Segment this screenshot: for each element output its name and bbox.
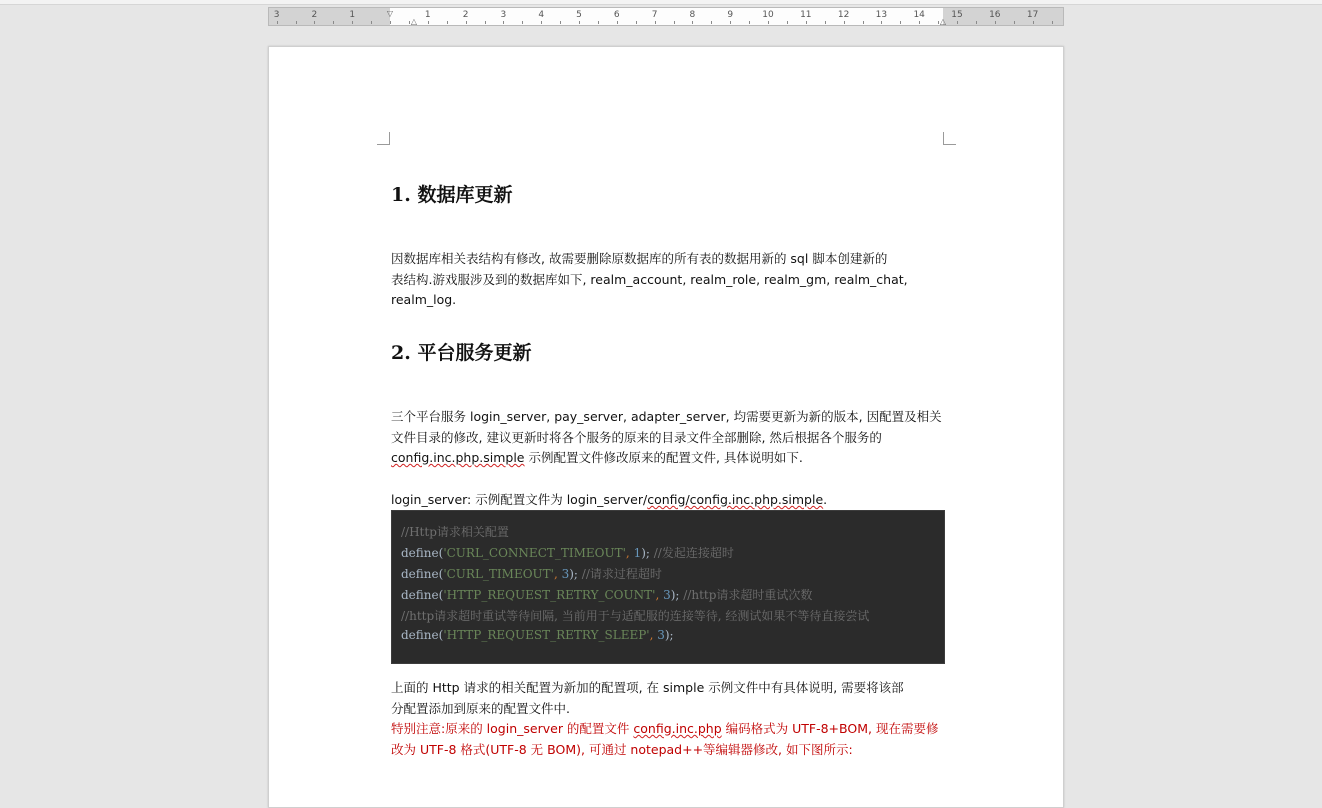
- ruler-tick: [579, 21, 580, 24]
- code-string: 'HTTP_REQUEST_RETRY_SLEEP': [443, 628, 650, 642]
- paragraph-line: 表结构.游戏服涉及到的数据库如下, realm_account, realm_role, realm_gm, realm_chat,: [391, 271, 908, 287]
- paragraph-line: 改为 UTF-8 格式(UTF-8 无 BOM), 可通过 notepad++等编辑器修改, 如下图所示:: [391, 741, 853, 757]
- crop-mark-top-right: [943, 132, 956, 145]
- ruler-number: 7: [651, 10, 658, 20]
- ruler-number: 16: [989, 10, 1001, 20]
- ruler-number: 3: [273, 10, 280, 20]
- paragraph-line: 分配置添加到原来的配置文件中.: [391, 700, 570, 716]
- paragraph-text: login_server: 示例配置文件为 login_server/: [391, 492, 648, 507]
- ruler-tick: [598, 21, 599, 24]
- right-indent-marker[interactable]: △: [939, 17, 947, 26]
- ruler-number: 4: [538, 10, 545, 20]
- code-punctuation: ,: [655, 588, 664, 602]
- code-punctuation: );: [569, 567, 578, 581]
- code-number: 1: [633, 546, 642, 560]
- code-punctuation: ,: [625, 546, 634, 560]
- ruler-number: 15: [951, 10, 963, 20]
- filename-config-simple: config.inc.php.simple: [391, 450, 525, 465]
- ruler-number: 2: [462, 10, 469, 20]
- heading-database-update: 1. 数据库更新: [391, 184, 513, 206]
- ruler-number: 17: [1026, 10, 1039, 20]
- paragraph-line: [391, 490, 944, 511]
- code-line: [401, 586, 812, 603]
- code-punctuation: );: [670, 588, 680, 602]
- code-punctuation: ,: [649, 628, 658, 642]
- code-line: [401, 607, 869, 624]
- code-number: 3: [663, 588, 671, 602]
- ruler-number: 13: [875, 10, 888, 20]
- code-comment: //请求过程超时: [577, 567, 662, 581]
- ruler-tick: [900, 21, 901, 24]
- paragraph-line: realm_log.: [391, 292, 457, 307]
- paragraph-text: 示例配置文件修改原来的配置文件, 具体说明如下.: [524, 450, 803, 465]
- ruler-tick: [749, 21, 750, 24]
- ruler-tick: [522, 21, 523, 24]
- code-comment: //http请求超时重试次数: [679, 588, 813, 602]
- ruler-tick: [617, 21, 618, 24]
- code-comment: //发起连接超时: [649, 546, 734, 560]
- ruler-number: 1: [424, 10, 431, 20]
- ruler-tick: [466, 21, 467, 24]
- ruler-number: 2: [311, 10, 318, 20]
- ruler-tick: [844, 21, 845, 24]
- ruler-tick: [655, 21, 656, 24]
- code-line: [401, 628, 674, 642]
- paragraph-line: 文件目录的修改, 建议更新时将各个服务的原来的目录文件全部删除, 然后根据各个服务的: [391, 429, 882, 445]
- code-number: 3: [657, 628, 665, 642]
- code-number: 3: [561, 567, 570, 581]
- filename-login-config: config/config.inc.php.simple: [647, 492, 824, 507]
- ruler-tick: [995, 21, 996, 24]
- first-line-indent-marker[interactable]: ▽: [386, 9, 394, 18]
- left-indent-marker[interactable]: △: [410, 17, 418, 26]
- ruler-number: 1: [349, 10, 356, 20]
- code-line: [401, 544, 734, 561]
- ruler-number: 3: [500, 10, 507, 20]
- crop-mark-top-left: [377, 132, 390, 145]
- ruler-number: 8: [689, 10, 696, 20]
- ruler-tick: [447, 21, 448, 24]
- ruler-tick: [957, 21, 958, 24]
- ruler-tick: [314, 21, 315, 24]
- paragraph-text: 编码格式为 UTF-8+BOM, 现在需要修: [721, 721, 939, 736]
- ruler-tick: [806, 21, 807, 24]
- code-keyword: define(: [401, 588, 444, 602]
- paragraph-text: 特别注意:原来的 login_server 的配置文件: [391, 721, 634, 736]
- ruler-tick: [352, 21, 353, 24]
- ruler-tick: [409, 21, 410, 24]
- code-keyword: define(: [401, 628, 444, 642]
- ruler-tick: [881, 21, 882, 24]
- code-punctuation: );: [664, 628, 674, 642]
- code-string: 'CURL_TIMEOUT': [443, 567, 554, 581]
- code-comment: //Http请求相关配置: [401, 525, 509, 539]
- heading-platform-update: 2. 平台服务更新: [391, 342, 532, 364]
- ruler-number: 10: [762, 10, 774, 20]
- code-string: 'CURL_CONNECT_TIMEOUT': [443, 546, 626, 560]
- ruler-tick: [371, 21, 372, 24]
- ruler-number: 9: [727, 10, 734, 20]
- ruler-tick: [976, 21, 977, 24]
- ruler-tick: [333, 21, 334, 24]
- paragraph-line: 三个平台服务 login_server, pay_server, adapter_server, 均需要更新为新的版本, 因配置及相关: [391, 409, 942, 424]
- ruler-number: 6: [613, 10, 620, 20]
- ruler-tick: [485, 21, 486, 24]
- ruler-tick: [787, 21, 788, 24]
- code-screenshot: [391, 510, 945, 664]
- code-comment: //http请求超时重试等待间隔, 当前用于与适配服的连接等待, 经测试如果不等待直接尝试: [401, 609, 870, 623]
- ruler-tick: [711, 21, 712, 24]
- filename-config-inc: config.inc.php: [633, 721, 722, 736]
- ruler-number: 5: [576, 10, 582, 20]
- paragraph-line: [391, 719, 944, 740]
- code-line: [401, 523, 509, 540]
- paragraph-line: 因数据库相关表结构有修改, 故需要删除原数据库的所有表的数据用新的 sql 脚本创建新的: [391, 251, 888, 266]
- paragraph-database: [391, 249, 944, 311]
- code-punctuation: );: [641, 546, 650, 560]
- ruler-tick: [825, 21, 826, 24]
- paragraph-line: 上面的 Http 请求的相关配置为新加的配置项, 在 simple 示例文件中有具体说明, 需要将该部: [391, 680, 904, 695]
- ruler-tick: [863, 21, 864, 24]
- ruler-tick: [730, 21, 731, 24]
- paragraph-special-note: [391, 719, 944, 760]
- paragraph-login-config: [391, 490, 944, 511]
- code-string: 'HTTP_REQUEST_RETRY_COUNT': [443, 588, 656, 602]
- ruler-tick: [1014, 21, 1015, 24]
- code-keyword: define(: [401, 567, 444, 581]
- ruler-tick: [428, 21, 429, 24]
- paragraph-platform: [391, 407, 944, 469]
- ruler-tick: [768, 21, 769, 24]
- ruler-number: 11: [800, 10, 812, 20]
- paragraph-line: [391, 448, 944, 469]
- ruler-tick: [1033, 21, 1034, 24]
- paragraph-http-config: [391, 678, 944, 719]
- ruler-tick: [390, 21, 391, 24]
- ruler-number: 14: [913, 10, 925, 20]
- toolbar-edge: [0, 0, 1322, 5]
- ruler-tick: [1052, 21, 1053, 24]
- ruler-tick: [560, 21, 561, 24]
- horizontal-ruler[interactable]: [268, 7, 1064, 26]
- ruler-number: 12: [837, 10, 850, 20]
- code-punctuation: ,: [553, 567, 562, 581]
- code-keyword: define(: [401, 546, 444, 560]
- code-line: [401, 565, 662, 582]
- ruler-tick: [919, 21, 920, 24]
- ruler-tick: [636, 21, 637, 24]
- paragraph-text: .: [823, 492, 828, 507]
- ruler-tick: [277, 21, 278, 24]
- ruler-tick: [674, 21, 675, 24]
- ruler-tick: [296, 21, 297, 24]
- ruler-tick: [503, 21, 504, 24]
- ruler-tick: [692, 21, 693, 24]
- document-page[interactable]: [268, 46, 1064, 808]
- ruler-tick: [541, 21, 542, 24]
